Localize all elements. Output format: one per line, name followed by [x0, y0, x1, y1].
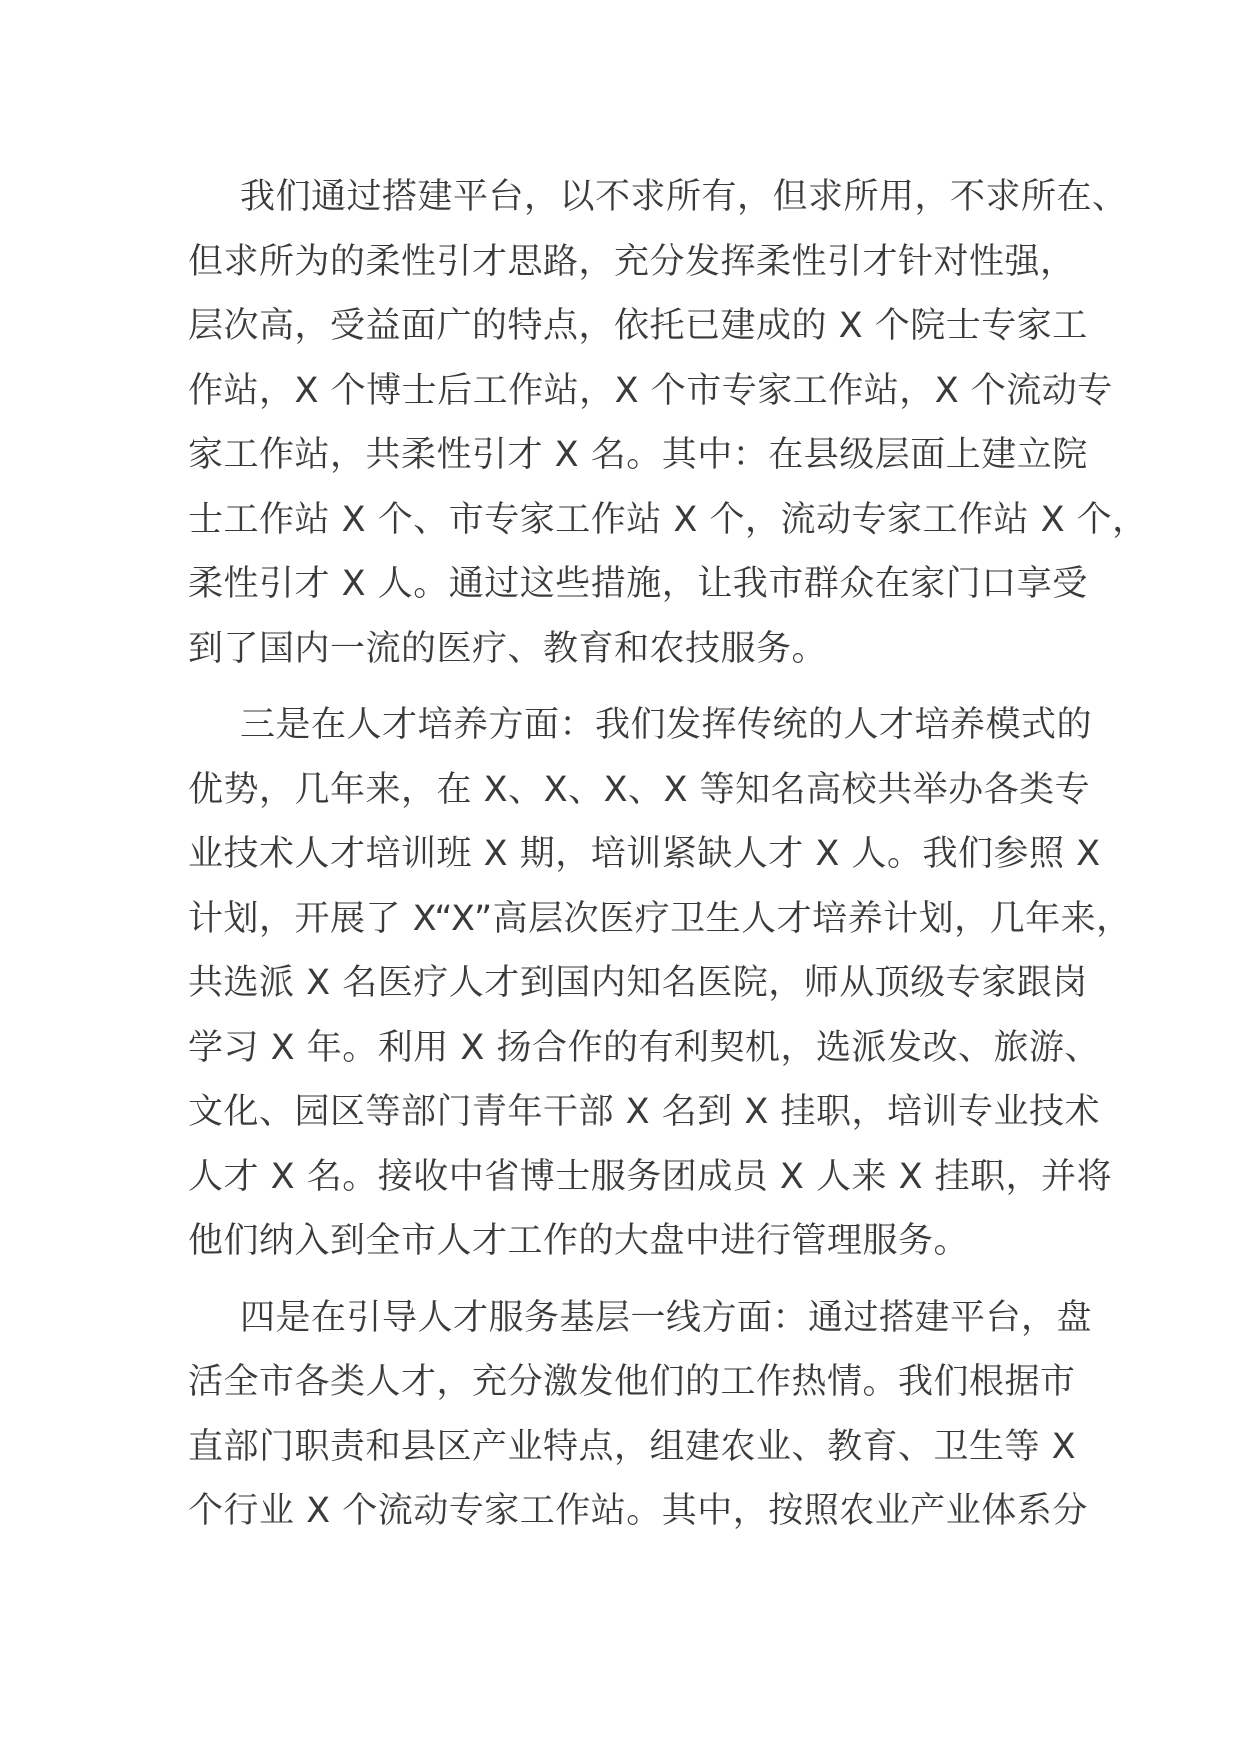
- text-line: 个行业 X 个流动专家工作站。其中，按照农业产业体系分: [188, 1491, 1088, 1531]
- text-line: 人才 X 名。接收中省博士服务团成员 X 人来 X 挂职，并将: [188, 1156, 1113, 1197]
- paragraph-3: [188, 1286, 1093, 1544]
- text-line: 文化、园区等部门青年干部 X 名到 X 挂职，培训专业技术: [188, 1092, 1100, 1132]
- text-line: 柔性引才 X 人。通过这些措施，让我市群众在家门口享受: [188, 564, 1088, 604]
- text-line: 共选派 X 名医疗人才到国内知名医院，师从顶级专家跟岗: [188, 963, 1088, 1003]
- text-line: 学习 X 年。利用 X 扬合作的有利契机，选派发改、旅游、: [188, 1027, 1100, 1068]
- text-line: 他们纳入到全市人才工作的大盘中进行管理服务。: [188, 1221, 970, 1261]
- text-line: 层次高，受益面广的特点，依托已建成的 X 个院士专家工: [188, 306, 1088, 346]
- paragraph-2: [188, 693, 1132, 1274]
- text-line: 活全市各类人才，充分激发他们的工作热情。我们根据市: [188, 1362, 1076, 1402]
- text-line: 四是在引导人才服务基层一线方面：通过搭建平台，盘: [240, 1297, 1093, 1338]
- text-line: 作站，X 个博士后工作站，X 个市专家工作站，X 个流动专: [188, 370, 1113, 411]
- text-line: 我们通过搭建平台，以不求所有，但求所用，不求所在、: [240, 177, 1128, 217]
- text-line: 直部门职责和县区产业特点，组建农业、教育、卫生等 X: [188, 1426, 1077, 1467]
- text-line: 但求所为的柔性引才思路，充分发挥柔性引才针对性强，: [188, 241, 1076, 282]
- text-line: 计划，开展了 X“X”高层次医疗卫生人才培养计划，几年来，: [188, 898, 1132, 939]
- document-page: [188, 165, 1148, 1544]
- text-line: 优势，几年来，在 X、X、X、X 等知名高校共举办各类专: [188, 769, 1091, 810]
- text-line: 三是在人才培养方面：我们发挥传统的人才培养模式的: [240, 705, 1093, 745]
- text-line: 士工作站 X 个、市专家工作站 X 个，流动专家工作站 X 个，: [188, 499, 1148, 540]
- text-line: 家工作站，共柔性引才 X 名。其中：在县级层面上建立院: [188, 435, 1088, 475]
- text-line: 业技术人才培训班 X 期，培训紧缺人才 X 人。我们参照 X: [188, 834, 1101, 874]
- paragraph-1: [188, 165, 1148, 681]
- text-line: 到了国内一流的医疗、教育和农技服务。: [188, 628, 828, 669]
